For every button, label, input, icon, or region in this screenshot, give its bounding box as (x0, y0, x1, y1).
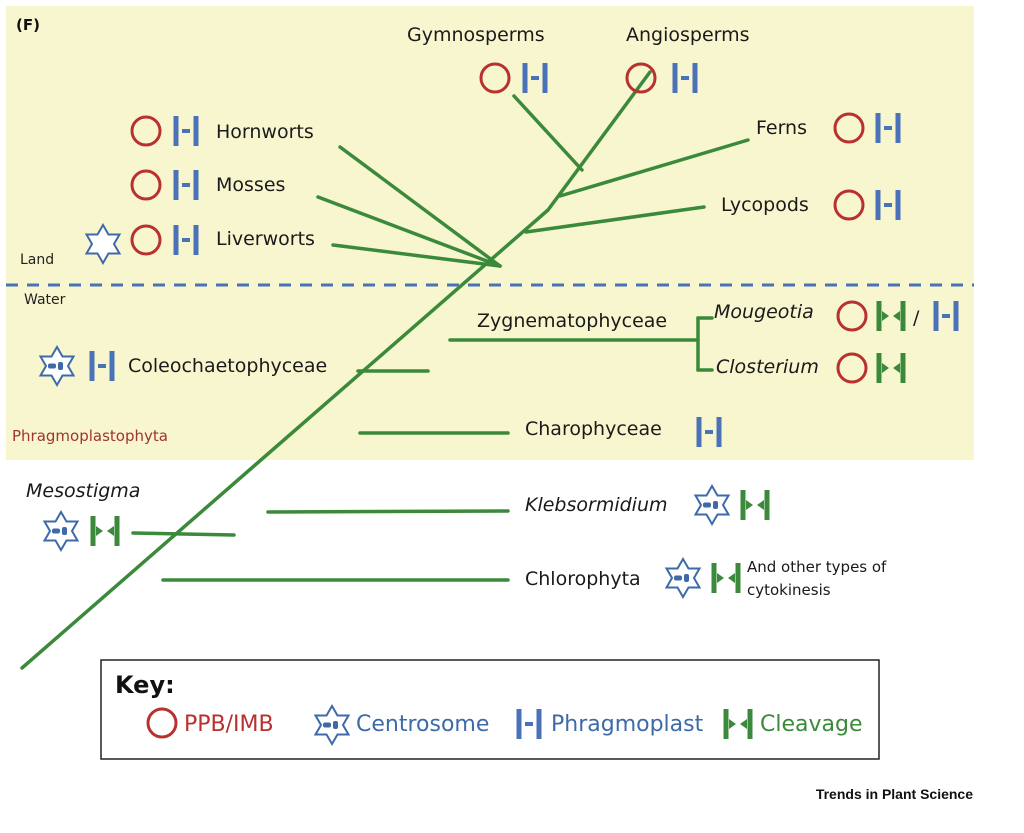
label-chlorophyta: Chlorophyta (525, 568, 641, 590)
label-gymnosperms: Gymnosperms (407, 24, 545, 46)
cleavage-icon (743, 490, 767, 520)
label-klebsormidium: Klebsormidium (525, 494, 668, 516)
key-centrosome-label: Centrosome (356, 712, 490, 737)
label-coleochaetophyceae: Coleochaetophyceae (128, 355, 328, 377)
centrosome-icon (667, 559, 700, 597)
centrosome-icon (45, 512, 78, 550)
key-legend (101, 660, 879, 759)
key-title: Key: (115, 671, 175, 699)
label-lycopods: Lycopods (721, 194, 809, 216)
centrosome-icon (696, 486, 729, 524)
label-hornworts: Hornworts (216, 121, 314, 143)
land-label: Land (20, 252, 55, 268)
panel-label: (F) (16, 16, 40, 34)
label-zygnematophyceae: Zygnematophyceae (477, 310, 668, 332)
key-box (101, 660, 879, 759)
label-mougeotia: Mougeotia (714, 301, 814, 323)
label-closterium: Closterium (716, 356, 819, 378)
label-charophyceae: Charophyceae (525, 418, 662, 440)
branch-mesostigma (133, 533, 234, 535)
branch-klebsormidium (268, 511, 508, 512)
label-angiosperms: Angiosperms (626, 24, 750, 46)
label-liverworts: Liverworts (216, 228, 315, 250)
water-label: Water (24, 292, 66, 308)
label-mosses: Mosses (216, 174, 286, 196)
key-cleavage-label: Cleavage (760, 712, 863, 737)
cleavage-icon (93, 516, 117, 546)
note-line-2: cytokinesis (747, 581, 831, 599)
note-line-1: And other types of (747, 558, 887, 576)
cleavage-icon (714, 563, 738, 593)
phragmoplastophyta-label: Phragmoplastophyta (12, 427, 168, 445)
key-ppb-label: PPB/IMB (184, 712, 274, 737)
journal-credit: Trends in Plant Science (815, 786, 973, 802)
key-phragmoplast-label: Phragmoplast (551, 712, 704, 737)
phragmoplastophyta-background (6, 6, 974, 460)
label-ferns: Ferns (756, 117, 807, 139)
label-mesostigma: Mesostigma (26, 480, 141, 502)
separator-slash: / (913, 307, 920, 329)
